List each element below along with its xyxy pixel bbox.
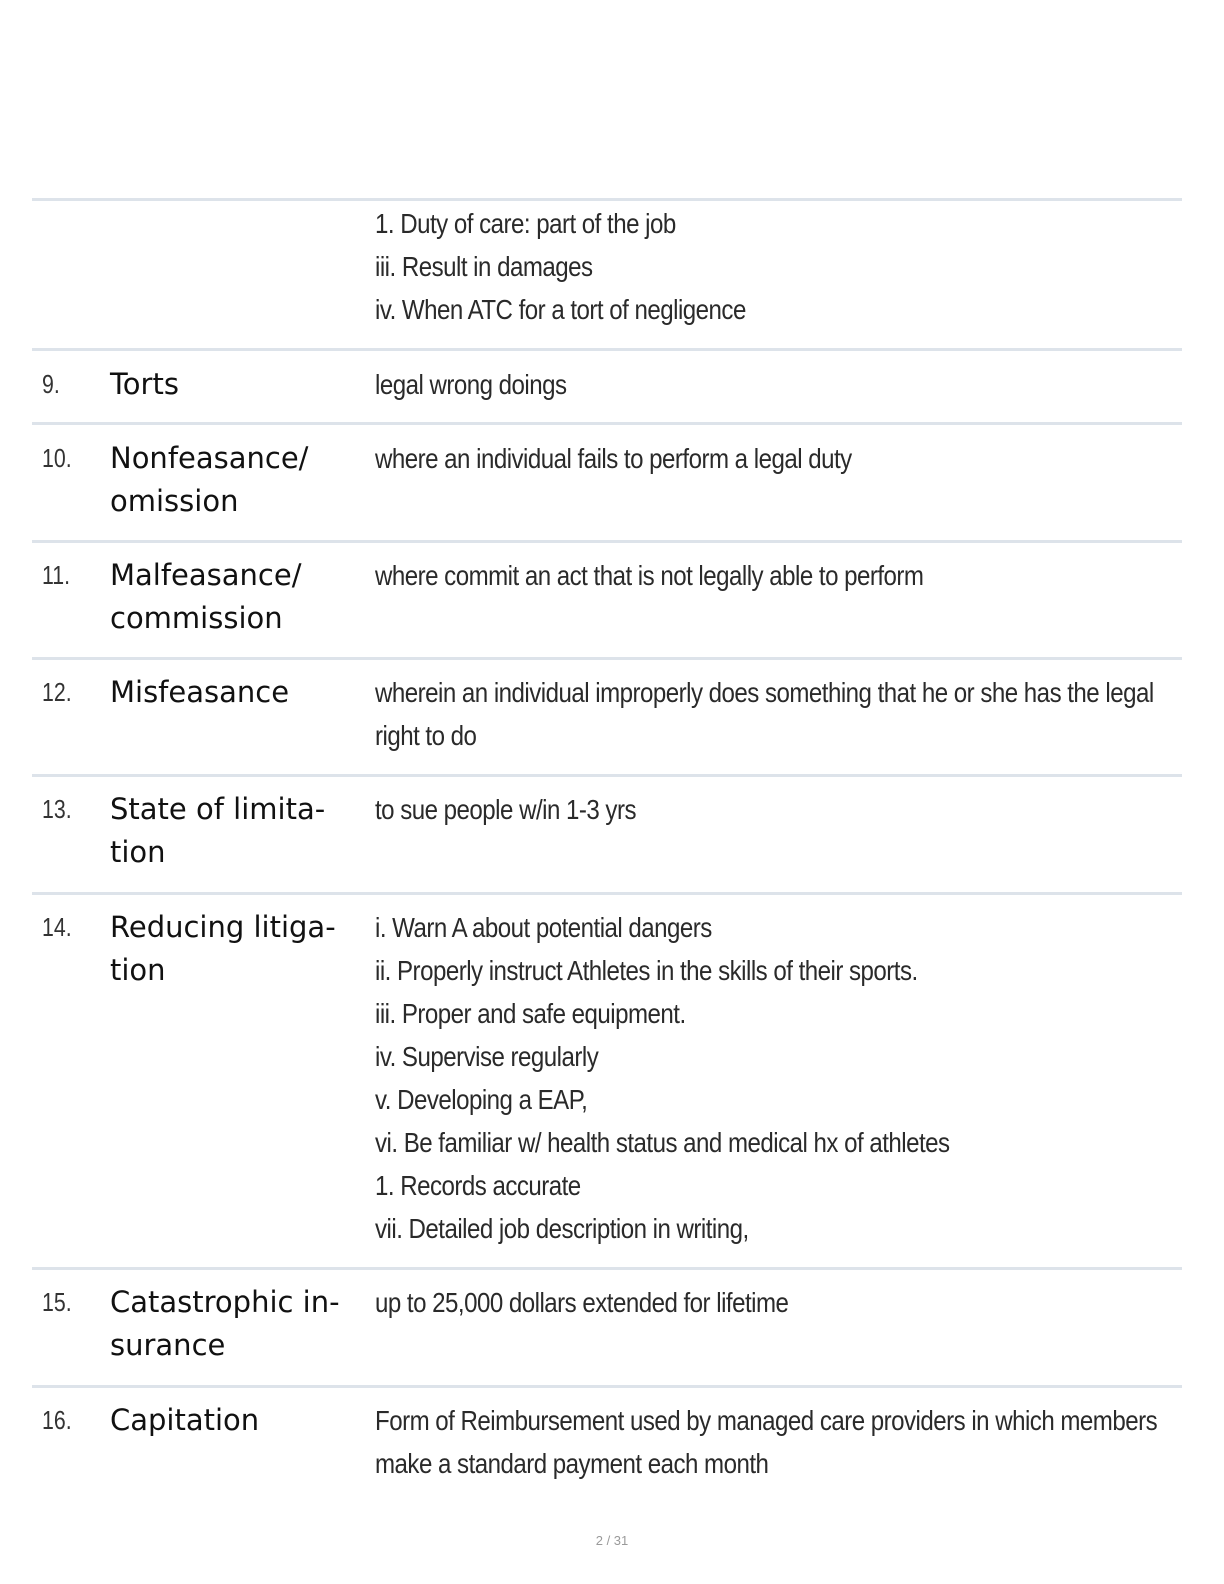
entry-number: 12.: [42, 677, 72, 707]
term-line: tion: [110, 953, 166, 987]
continuation-definition: [375, 202, 1175, 331]
term-line: Capitation: [110, 1403, 260, 1437]
term-line: omission: [110, 484, 239, 518]
definition-line: 1. Duty of care: part of the job: [375, 208, 676, 239]
definition-line: ii. Properly instruct Athletes in the skills of their sports.: [375, 955, 918, 986]
page-indicator: 2 / 31: [595, 1533, 629, 1548]
entry-definition: [375, 788, 1175, 831]
entry-number: 14.: [42, 912, 72, 942]
row-divider: [32, 1385, 1182, 1388]
entry-number: 15.: [42, 1287, 72, 1317]
term-line: commission: [110, 601, 283, 635]
definition-line: vii. Detailed job description in writing,: [375, 1213, 749, 1244]
entry-definition: [375, 906, 1175, 1250]
entry-definition: [375, 554, 1175, 597]
term-line: State of limita-: [110, 792, 326, 826]
row-divider: [32, 892, 1182, 895]
entry-term: [110, 788, 360, 874]
term-line: Catastrophic in-: [110, 1285, 340, 1319]
definition-line: iv. Supervise regularly: [375, 1041, 599, 1072]
definition-line: legal wrong doings: [375, 369, 567, 400]
definition-line: iv. When ATC for a tort of negligence: [375, 294, 746, 325]
entry-definition: [375, 437, 1175, 480]
entry-number: 10.: [42, 443, 72, 473]
entry-term: [110, 554, 360, 640]
term-line: tion: [110, 835, 166, 869]
row-divider: [32, 657, 1182, 660]
term-line: Torts: [110, 367, 179, 401]
term-line: surance: [110, 1328, 226, 1362]
entry-number: 13.: [42, 794, 72, 824]
term-line: Nonfeasance/: [110, 441, 309, 475]
definition-line: v. Developing a EAP,: [375, 1084, 588, 1115]
term-line: Malfeasance/: [110, 558, 302, 592]
definition-line: vi. Be familiar w/ health status and medical hx of athletes: [375, 1127, 950, 1158]
row-divider: [32, 774, 1182, 777]
entry-number: 9.: [42, 369, 60, 399]
entry-definition: [375, 1399, 1175, 1485]
entry-term: [110, 1399, 360, 1442]
entry-term: [110, 671, 360, 714]
entry-definition: [375, 363, 1175, 406]
row-divider: [32, 540, 1182, 543]
row-divider: [32, 348, 1182, 351]
definition-line: to sue people w/in 1-3 yrs: [375, 794, 636, 825]
definition-line: where an individual fails to perform a legal duty: [375, 443, 852, 474]
definition-line: 1. Records accurate: [375, 1170, 581, 1201]
entry-number: 16.: [42, 1405, 72, 1435]
definition-line: i. Warn A about potential dangers: [375, 912, 712, 943]
row-divider: [32, 198, 1182, 201]
term-line: Reducing litiga-: [110, 910, 336, 944]
term-line: Misfeasance: [110, 675, 290, 709]
entry-definition: [375, 1281, 1175, 1324]
definition-line: where commit an act that is not legally able to perform: [375, 560, 924, 591]
definition-line: Form of Reimbursement used by managed care providers in which members: [375, 1405, 1158, 1436]
definition-line: right to do: [375, 720, 477, 751]
row-divider: [32, 1267, 1182, 1270]
definition-line: iii. Proper and safe equipment.: [375, 998, 686, 1029]
entry-number: 11.: [42, 560, 71, 590]
definition-line: iii. Result in damages: [375, 251, 593, 282]
definition-line: wherein an individual improperly does something that he or she has the legal: [375, 677, 1154, 708]
definition-line: up to 25,000 dollars extended for lifetime: [375, 1287, 789, 1318]
entry-term: [110, 906, 360, 992]
entry-term: [110, 363, 360, 406]
definition-line: make a standard payment each month: [375, 1448, 769, 1479]
row-divider: [32, 422, 1182, 425]
entry-term: [110, 1281, 360, 1367]
entry-definition: [375, 671, 1175, 757]
entry-term: [110, 437, 360, 523]
